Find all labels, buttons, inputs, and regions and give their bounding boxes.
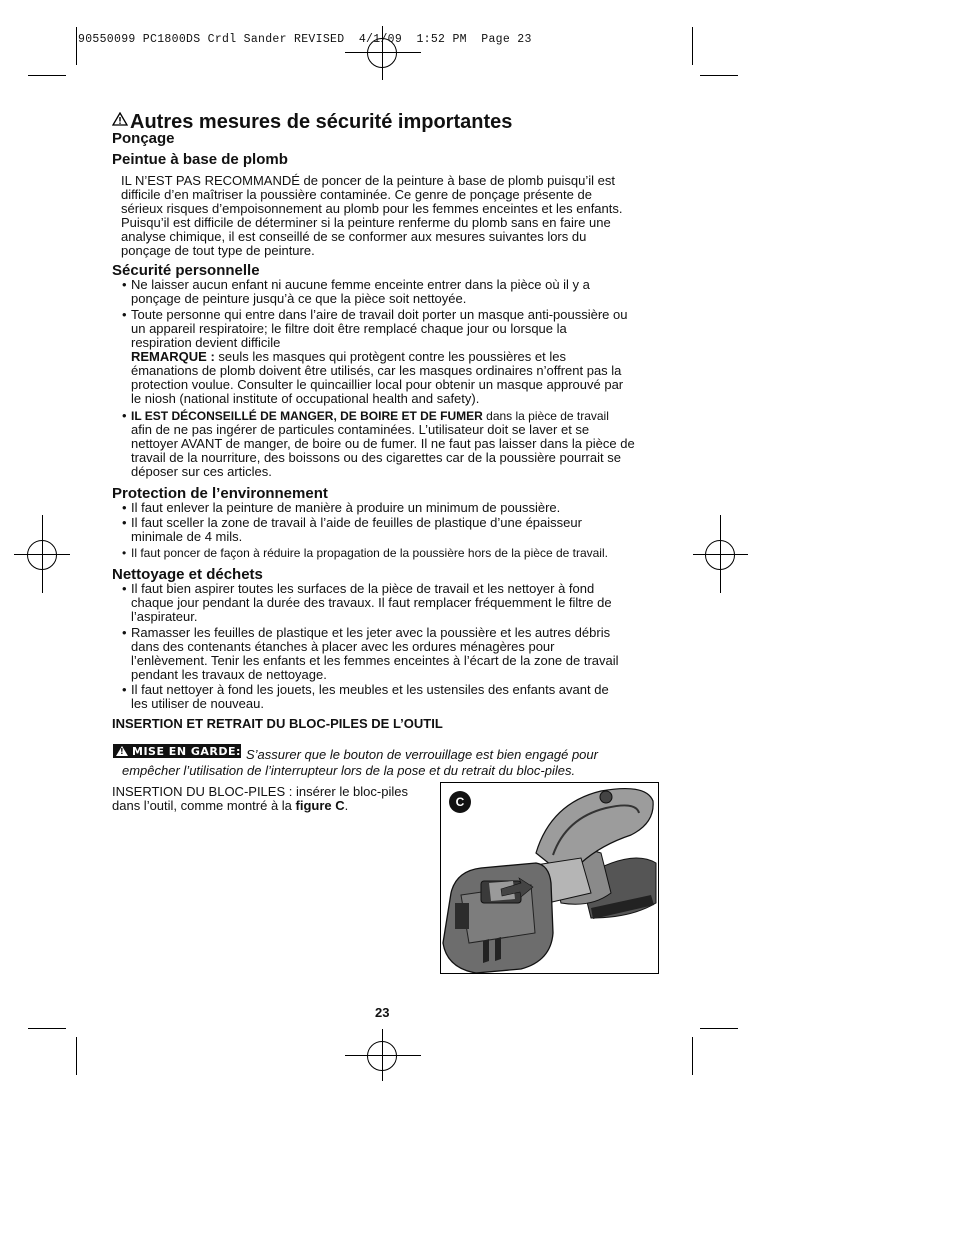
text-line: sérieux risques d’empoisonnement au plomb pour les femmes enceintes et les enfants. <box>121 201 623 216</box>
text-line: dans des contenants étanches à placer avec les ordures ménagères pour <box>131 639 555 654</box>
figure-reference: figure C <box>295 798 345 813</box>
text-line: Il faut sceller la zone de travail à l’aide de feuilles de plastique d’une épaisseur <box>131 515 582 530</box>
sander-illustration <box>441 783 658 973</box>
text-line: analyse chimique, il est conseillé de se conformer aux mesures suivantes lors du <box>121 229 587 244</box>
text-line: dans la pièce de travail <box>482 409 609 423</box>
crop-mark-icon <box>76 27 77 65</box>
list-item: • Ne laisser aucun enfant ni aucune femme enceinte entrer dans la pièce où il y a ponçage de peinture jusqu’à ce que la pièce soit nettoyée. <box>122 277 590 306</box>
text-line: difficile d’en maîtriser la poussière contaminée. Ce genre de ponçage présente de <box>121 187 592 202</box>
text-line: chaque jour pendant la durée des travaux. Il faut remplacer fréquemment le filtre de <box>131 595 612 610</box>
lead-heading: Peintue à base de plomb <box>112 151 288 168</box>
text-line: Ne laisser aucun enfant ni aucune femme enceinte entrer dans la pièce où il y a <box>131 277 590 292</box>
list-item: • Toute personne qui entre dans l’aire de travail doit porter un masque anti-poussière ou un appareil respiratoire; le filtre doit être remplacé chaque jour ou lorsque la respiration devient difficile REMARQUE : seuls les masques qui protègent contre les poussières et les émanations de plomb doivent être utilisés, car les masques ordinaires n’offrent pas la protection voulue. Consulter le quincaillier local pour obtenir un masque approuvé par le niosh (national institute of occupational health and safety). <box>122 307 628 406</box>
text-line: Puisqu’il est difficile de déterminer si la peinture renferme du plomb sans en faire une <box>121 215 611 230</box>
list-item: • Il faut bien aspirer toutes les surfaces de la pièce de travail et les nettoyer à fond chaque jour pendant la durée des travaux. Il faut remplacer fréquemment le filtre de l’aspirateur. <box>122 581 612 624</box>
text-line: IL N’EST PAS RECOMMANDÉ de poncer de la peinture à base de plomb puisqu’il est <box>121 173 615 188</box>
crop-mark-icon <box>700 1028 738 1029</box>
caution-badge <box>113 744 241 758</box>
insert-instructions <box>112 785 408 813</box>
text-line: ponçage de tout type de peinture. <box>121 243 315 258</box>
note-text: seuls les masques qui protègent contre les poussières et les <box>214 349 566 364</box>
crop-mark-icon <box>28 75 66 76</box>
text-line: Toute personne qui entre dans l’aire de travail doit porter un masque anti-poussière ou <box>131 307 628 322</box>
text-line: travail de la nourriture, des boissons ou des cigarettes car de la poussière pourrait se <box>131 450 621 465</box>
figure-label: C <box>449 791 471 813</box>
insertion-heading: INSERTION ET RETRAIT DU BLOC-PILES DE L’OUTIL <box>112 716 443 731</box>
caution-text-cont <box>122 762 575 779</box>
crop-mark-icon <box>28 1028 66 1029</box>
text-line: Il faut bien aspirer toutes les surfaces de la pièce de travail et les nettoyer à fond <box>131 581 595 596</box>
text-line <box>112 799 408 813</box>
text-line: afin de ne pas ingérer de particules contaminées. L’utilisateur doit se laver et se <box>131 422 590 437</box>
text-line: nettoyer AVANT de manger, de boire ou de fumer. Il ne faut pas laisser dans la pièce de <box>131 436 635 451</box>
text-line: INSERTION DU BLOC-PILES : insérer le bloc-piles <box>112 784 408 799</box>
text-line: les utiliser de nouveau. <box>131 696 264 711</box>
crop-mark-icon <box>692 27 693 65</box>
subtitle: Ponçage <box>112 130 175 147</box>
text-line: minimale de 4 mils. <box>131 529 243 544</box>
text-line: empêcher l’utilisation de l’interrupteur lors de la pose et du retrait du bloc-piles. <box>122 763 576 778</box>
caution-text <box>246 746 598 763</box>
figure-c <box>440 782 659 974</box>
list-item: • Il faut enlever la peinture de manière à produire un minimum de poussière. <box>122 500 561 515</box>
crop-mark-icon <box>76 1037 77 1075</box>
crop-mark-icon <box>692 1037 693 1075</box>
caution-badge-text: MISE EN GARDE: <box>132 744 241 758</box>
environment-heading: Protection de l’environnement <box>112 485 328 502</box>
lead-paragraph <box>121 174 623 258</box>
text-line: ponçage de peinture jusqu’à ce que la pièce soit nettoyée. <box>131 291 467 306</box>
list-item: • Ramasser les feuilles de plastique et les jeter avec la poussière et les autres débris dans des contenants étanches à placer avec les ordures ménagères pour l’enlèvement. Tenir les enfants et les femmes enceintes à l’écart de la zone de travail pendant les travaux de nettoyage. <box>122 625 619 682</box>
note-line <box>131 350 627 364</box>
text-line: Ramasser les feuilles de plastique et les jeter avec la poussière et les autres débris <box>131 625 611 640</box>
text-line: Il faut poncer de façon à réduire la propagation de la poussière hors de la pièce de travail. <box>131 546 608 560</box>
list-item: • Il faut poncer de façon à réduire la propagation de la poussière hors de la pièce de travail. <box>122 546 608 560</box>
bold-warning: IL EST DÉCONSEILLÉ DE MANGER, DE BOIRE ET DE FUMER <box>131 409 483 423</box>
crop-mark-icon <box>700 75 738 76</box>
page-number: 23 <box>375 1005 390 1020</box>
text-line: Il faut nettoyer à fond les jouets, les meubles et les ustensiles des enfants avant de <box>131 682 609 697</box>
page-title-text: Autres mesures de sécurité importantes <box>130 111 513 133</box>
text-line: respiration devient difficile <box>131 335 281 350</box>
personal-heading: Sécurité personnelle <box>112 262 260 279</box>
text-span: dans l’outil, comme montré à la <box>112 798 296 813</box>
list-item: • Il faut sceller la zone de travail à l’aide de feuilles de plastique d’une épaisseur minimale de 4 mils. <box>122 515 582 544</box>
slug-line: 90550099 PC1800DS Crdl Sander REVISED 4/1/09 1:52 PM Page 23 <box>78 33 532 46</box>
bold-line <box>131 409 635 423</box>
text-line: déposer sur ces articles. <box>131 464 272 479</box>
text-line: pendant les travaux de nettoyage. <box>131 667 327 682</box>
text-line: l’aspirateur. <box>131 609 198 624</box>
list-item: • Il faut nettoyer à fond les jouets, les meubles et les ustensiles des enfants avant de les utiliser de nouveau. <box>122 682 609 711</box>
text-span: . <box>344 798 349 813</box>
text-line: un appareil respiratoire; le filtre doit être remplacé chaque jour ou lorsque la <box>131 321 567 336</box>
warning-triangle-icon <box>112 112 128 126</box>
list-item: • IL EST DÉCONSEILLÉ DE MANGER, DE BOIRE ET DE FUMER dans la pièce de travail afin de ne pas ingérer de particules contaminées. L’utilisateur doit se laver et se nettoyer AVANT de manger, de boire ou de fumer. Il ne faut pas laisser dans la pièce de travail de la nourriture, des boissons ou des cigarettes car de la poussière pourrait se déposer sur ces articles. <box>122 408 635 479</box>
text-line: l’enlèvement. Tenir les enfants et les femmes enceintes à l’écart de la zone de travail <box>131 653 619 668</box>
text-line: émanations de plomb doivent être utilisés, car les masques ordinaires n’offrent pas la <box>131 363 622 378</box>
text-line: S’assurer que le bouton de verrouillage est bien engagé pour <box>246 747 598 762</box>
warning-triangle-icon <box>116 746 128 756</box>
text-line: le niosh (national institute of occupational health and safety). <box>131 391 480 406</box>
text-line: Il faut enlever la peinture de manière à produire un minimum de poussière. <box>131 500 561 515</box>
text-line: protection voulue. Consulter le quincaillier local pour obtenir un masque approuvé par <box>131 377 624 392</box>
note-label: REMARQUE : <box>131 349 215 364</box>
cleanup-heading: Nettoyage et déchets <box>112 566 263 583</box>
